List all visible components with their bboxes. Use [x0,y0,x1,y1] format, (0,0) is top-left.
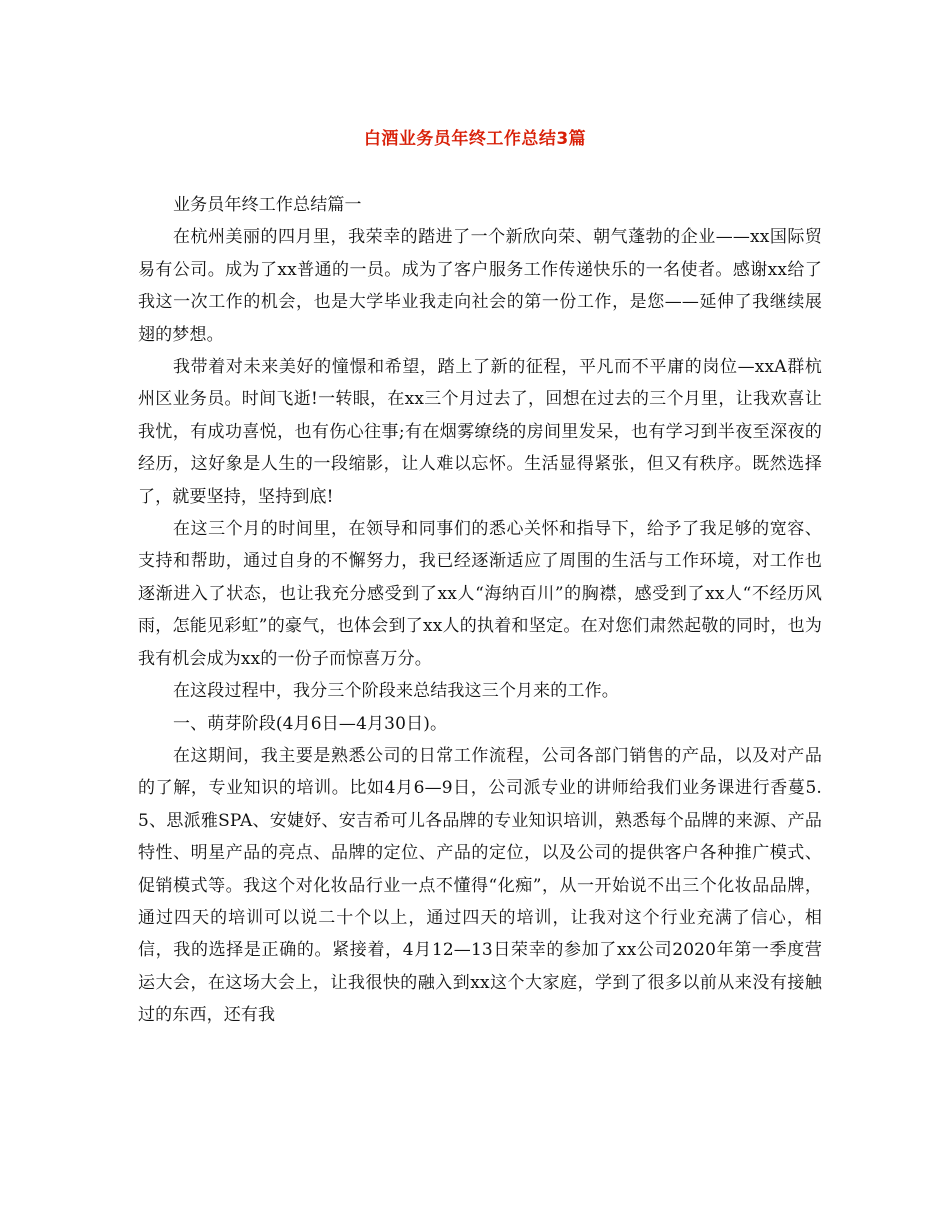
paragraph: 在这期间，我主要是熟悉公司的日常工作流程，公司各部门销售的产品，以及对产品的了解，专业知识的培训。比如4月6—9日，公司派专业的讲师给我们业务课进行香蔓5.5、思派雅SPA、安婕妤、安吉希可儿各品牌的专业知识培训，熟悉每个品牌的来源、产品特性、明星产品的亮点、品牌的定位、产品的定位，以及公司的提供客户各种推广模式、促销模式等。我这个对化妆品行业一点不懂得“化痴”，从一开始说不出三个化妆品品牌，通过四天的培训可以说二十个以上，通过四天的培训，让我对这个行业充满了信心，相信，我的选择是正确的。紧接着，4月12—13日荣幸的参加了xx公司2020年第一季度营运大会，在这场大会上，让我很快的融入到xx这个大家庭，学到了很多以前从来没有接触过的东西，还有我 [138,745,822,1026]
document-title: 白酒业务员年终工作总结3篇 [363,129,587,149]
paragraph: 我带着对未来美好的憧憬和希望，踏上了新的征程，平凡而不平庸的岗位—xxA群杭州区业务员。时间飞逝!一转眼，在xx三个月过去了，回想在过去的三个月里，让我欢喜让我忧，有成功喜悦，也有伤心往事;有在烟雾缭绕的房间里发呆，也有学习到半夜至深夜的经历，这好象是人生的一段缩影，让人难以忘怀。生活显得紧张，但又有秩序。既然选择了，就要坚持，坚持到底! [138,357,822,507]
paragraph: 在这段过程中，我分三个阶段来总结我这三个月来的工作。 [173,681,619,702]
section-heading: 业务员年终工作总结篇一 [173,195,362,215]
document-body [138,189,822,1032]
paragraph: 在杭州美丽的四月里，我荣幸的踏进了一个新欣向荣、朝气蓬勃的企业——xx国际贸易有公司。成为了xx普通的一员。成为了客户服务工作传递快乐的一名使者。感谢xx给了我这一次工作的机会，也是大学毕业我走向社会的第一份工作，是您——延伸了我继续展翅的梦想。 [138,227,822,345]
stage-heading: 一、萌芽阶段(4月6日—4月30日)。 [173,713,448,734]
paragraph: 在这三个月的时间里，在领导和同事们的悉心关怀和指导下，给予了我足够的宽容、支持和帮助，通过自身的不懈努力，我已经逐渐适应了周围的生活与工作环境，对工作也逐渐进入了状态，也让我充分感受到了xx人“海纳百川”的胸襟，感受到了xx人“不经历风雨，怎能见彩虹”的豪气，也体会到了xx人的执着和坚定。在对您们肃然起敬的同时，也为我有机会成为xx的一份子而惊喜万分。 [138,519,822,669]
